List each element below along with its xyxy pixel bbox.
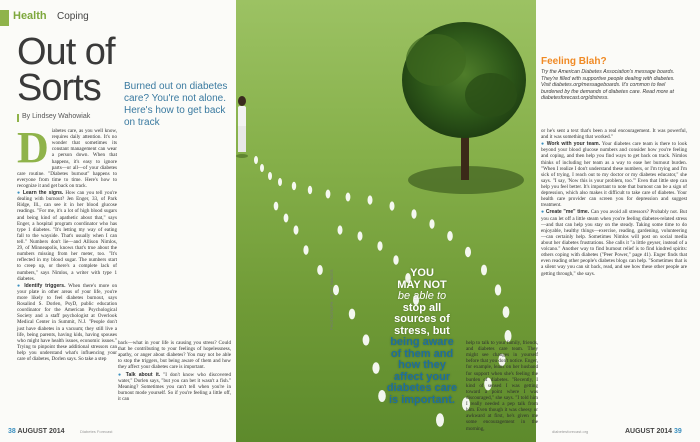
title-line-1: Out of (17, 31, 115, 73)
right-folio (625, 428, 682, 435)
body-column-1 (17, 123, 118, 424)
col2-paragraph: back—what in your life is causing you stress? Could that be contributing to your feelings of hopelessness, apathy, or anger about diabetes? You may not be able to stop the triggers, but being aware of them and how they affect your diabetes care is important. (118, 340, 231, 371)
sidebar-heading: Feeling Blah? (541, 56, 607, 67)
pull-quote-line: diabetes care (386, 382, 458, 395)
col3-paragraph: help to talk to your family, friends, and diabetes care team. They might see changes in yourself before that you don't notice. Enger, for example, leans on her husband for support when she's feeling the burden of diabetes. "Recently, I kind of sensed I was getting toward a point where I was discouraged," she says. "I told him I really needed a pep talk from him. Even though it was cheesy or awkward at first, he's given me some encouragement in the morning, (466, 340, 538, 432)
learn-signs-paragraph: How can you tell you're dealing with burnout? Jen Enger, 33, of Park Ridge, Ill., can see it in her blood glucose readings. "For me, it's a lot of high blood sugars and being kind of apathetic about that," says Enger, a hospital program coordinator who has type 1 diabetes. "It's letting my way of eating fall to the wayside. That's usually when I can tell." Numbers don't lie—and Allison Nimlos, 29, of Minneapolis, knows that's true about the numbers missing from her meter, too. "It's reflected in my blood sugar. The numbers start to creep up, or there's a complete lack of numbers," says Nimlos, a writer with type 1 diabetes. (17, 190, 118, 282)
photo-credit: PHOTOGRAPH: GETTY IMAGES (329, 269, 334, 330)
pull-quote (382, 268, 462, 407)
pull-quote-line: sources of (394, 313, 450, 326)
work-with-team-paragraph: Your diabetes care team is there to look beyond your blood glucose numbers and consider how you're feeling and coping, and then help you find ways to get back on track. Nimlos thinks of including her team as a way to ease her burnout burden. "When I realize I don't understand these numbers, or I'm trying and I'm sick of trying, I reach out to my doctor or my diabetes educator," she says. "I say, 'Now this is your problem, too.'" Even that little step can help you feel better. It's important to note that burnout can be a sign of depression, which also makes it difficult to take care of diabetes. Your health care provider can screen you for depression and suggest treatment. (541, 141, 687, 209)
create-me-time-paragraph: Can you avoid all stressors? Probably not. But you can let off a little steam when you're feeling diabetes-related stress—and that can help you stay on the steady. Taking some time to do enjoyable, healthy things—exercise, reading, gardening, volunteering—can certainly help. Sometimes Nimlos will post on social media about her diabetes frustrations. She calls it "a little geyser, instead of a volcano." Another way to find burnout relief is to find kindred spirits: others coping with diabetes ("Peer Power," page 41). Enger finds that even reading other people's diabetes blogs can help. "Sometimes that is a silent way you can sit back, read, and see how these other people are getting through," she says. (541, 209, 687, 277)
drop-cap: D (17, 123, 49, 172)
section-header (0, 10, 236, 26)
woman-figure (236, 96, 248, 158)
identify-triggers-paragraph: When there's more on your plate in other areas of your life, you're more likely to feel diabetes burnout, says Rosalind S. Dorlen, PsyD, public education coordinator for the American Psychological Society and a staff psychologist at Overlook Medical Center in Summit, N.J. "People don't just have diabetes in a vacuum; they still live a life, being parents, having kids, having spouses who might have health issues, economic issues." Trying to pinpoint these additional stressors can help you understand what's influencing your care of diabetes, Dorlen says. So take a step (17, 282, 118, 363)
section-color-tab (0, 10, 9, 26)
right-issue-date: AUGUST 2014 (625, 428, 673, 435)
left-publication-name: Diabetes Forecast (80, 429, 113, 434)
bullet-icon: ● (118, 371, 123, 378)
pull-quote-line: stop all (402, 301, 442, 314)
left-page-number: 38 (8, 428, 16, 435)
section-subsection: Coping (57, 11, 89, 22)
bullet-icon: ● (17, 282, 22, 289)
subhead-talk-about-it: Talk about it. (125, 371, 161, 378)
bullet-icon: ● (541, 209, 545, 216)
body-column-3 (466, 340, 538, 432)
pull-quote-line: affect your (393, 370, 451, 383)
pull-quote-line: how they (398, 359, 446, 372)
title-line-2: Sorts (17, 67, 101, 110)
left-folio (8, 428, 65, 435)
talk-about-it-paragraph: "I don't know who discovered water," Dorlen says, "but you can bet it wasn't a fish." Meaning? Sometimes you can't tell when you're in burnout mode yourself. So if you're feeling a little off, it can (118, 371, 231, 402)
sidebar-box (541, 56, 685, 102)
body-column-4 (541, 128, 687, 424)
pull-quote-line: YOU (410, 267, 434, 279)
pull-quote-line: be able to (397, 290, 447, 303)
left-issue-date: AUGUST 2014 (17, 428, 65, 435)
pull-quote-line: stress, but (394, 324, 450, 337)
byline: By Lindsey Wahowiak (22, 113, 91, 120)
right-page-number: 39 (674, 428, 682, 435)
pull-quote-line: is important. (388, 394, 455, 407)
pull-quote-line: being aware (390, 336, 454, 349)
subhead-learn-signs: Learn the signs. (22, 190, 64, 197)
byline-bar (17, 114, 19, 122)
pull-quote-line: MAY NOT (397, 278, 447, 291)
section-name: Health (13, 10, 47, 22)
pull-quote-line: of them and (390, 347, 454, 360)
subhead-identify-triggers: Identify triggers. (24, 282, 66, 289)
body-column-2 (118, 340, 231, 424)
col4-paragraph: or he's sent a text that's been a real encouragement. It was powerful, and it was something that worked." (541, 128, 687, 141)
subhead-create-me-time: Create "me" time. (545, 209, 590, 216)
sidebar-text: Try the American Diabetes Association's message boards. They're filled with supportive people dealing with diabetes. Visit diabetes.org/messageboards. It's common to feel burdened by the demands of diabetes care. Read more at diabetesforecast.org/distress. (541, 69, 675, 101)
bullet-icon: ● (17, 190, 21, 197)
intro-paragraph: iabetes care, as you well know, requires daily attention. It's no wonder that sometimes its constant management can wear a person down. When that happens, it's easy to ignore parts—or all—of your diabetes care routine. "Diabetes burnout" happens to everyone from time to time. Here's how to recognize it and get back on track. (17, 128, 117, 189)
subhead-work-with-team: Work with your team. (546, 141, 601, 148)
bullet-icon: ● (541, 141, 545, 148)
article-title (17, 31, 115, 110)
article-dek: Burned out on diabetes care? You're not alone. Here's how to get back on track (124, 81, 228, 128)
right-website: diabetesforecast.org (552, 429, 589, 434)
